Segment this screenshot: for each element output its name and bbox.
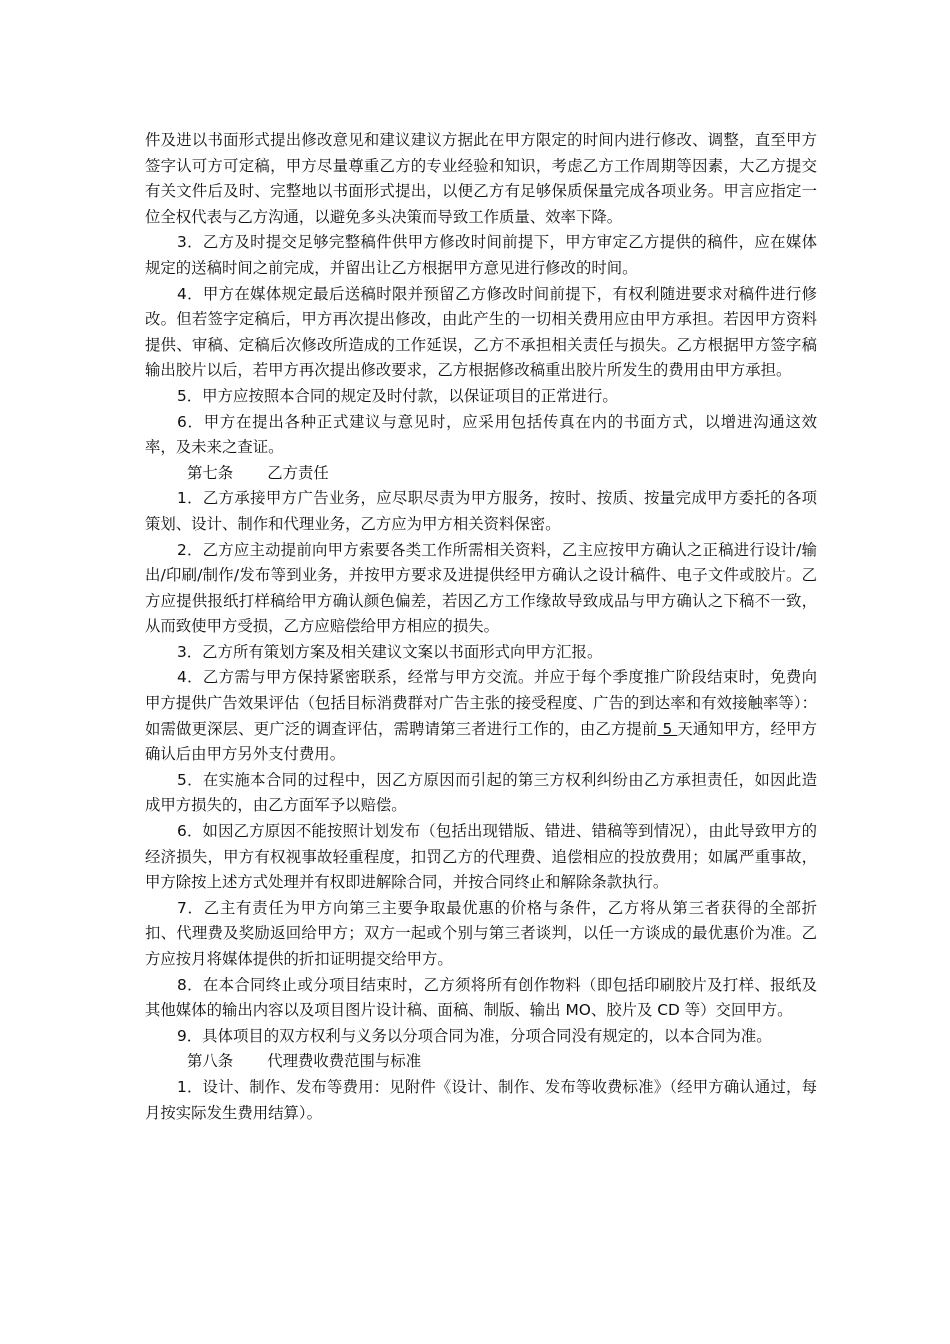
clause-item: 6．如因乙方原因不能按照计划发布（包括出现错版、错进、错稿等到情况），由此导致甲方的经济损失，甲方有权视事故轻重程度，扣罚乙方的代理费、追偿相应的投放费用；如属严重事故，甲方除按上述方式处理并有权即进解除合同，并按合同终止和解除条款执行。 <box>145 822 817 892</box>
clause-item: 3．乙方所有策划方案及相关建议文案以书面形式向甲方汇报。 <box>177 642 603 661</box>
article-number: 第八条 <box>187 1052 234 1071</box>
clause-item: 6．甲方在提出各种正式建议与意见时，应采用包括传真在内的书面方式，以增进沟通这效率，及未来之查证。 <box>145 412 817 457</box>
clause-item: 7．乙主有责任为甲方向第三主要争取最优惠的价格与条件，乙方将从第三者获得的全部折扣、代理费及奖励返回给甲方；双方一起或个别与第三者谈判，以任一方谈成的最优惠价为准。乙方应按月将媒体提供的折扣证明提交给甲方。 <box>145 898 817 968</box>
article-heading <box>145 1049 817 1075</box>
clause-item: 9．具体项目的双方权利与义务以分项合同为准，分项合同没有规定的，以本合同为准。 <box>177 1026 772 1045</box>
article-title: 代理费收费范围与标准 <box>267 1052 422 1071</box>
clause-item <box>145 665 817 767</box>
clause-item: 1．乙方承接甲方广告业务，应尽职尽责为甲方服务，按时、按质、按量完成甲方委托的各项策划、设计、制作和代理业务，乙方应为甲方相关资料保密。 <box>145 489 817 533</box>
clause-item: 5．甲方应按照本合同的规定及时付款，以保证项目的正常进行。 <box>177 386 618 405</box>
paragraph-continuation: 件及进以书面形式提出修改意见和建议建议方据此在甲方限定的时间内进行修改、调整，直至甲方签字认可方可定稿，甲方尽量尊重乙方的专业经验和知识，考虑乙方工作周期等因素，大乙方提交有关文件后及时、完整地以书面形式提出，以便乙方有足够保质保量完成各项业务。甲言应指定一位全权代表与乙方沟通，以避免多头决策而导致工作质量、效率下降。 <box>145 131 817 226</box>
article-heading <box>145 461 817 487</box>
clause-item: 2．乙方应主动提前向甲方索要各类工作所需相关资料，乙主应按甲方确认之正稿进行设计/输出/印刷/制作/发布等到业务，并按甲方要求及进提供经甲方确认之设计稿件、电子文件或胶片。乙方应提供报纸打样稿给甲方确认颜色偏差，若因乙方工作缘故导致成品与甲方确认之下稿不一致，从而致使甲方受损，乙方应赔偿给甲方相应的损失。 <box>145 540 817 636</box>
clause-text: 天通知甲方，经甲方确认后由甲方另外支付费用。 <box>145 719 817 764</box>
clause-text: 4．乙方需与甲方保持紧密联系，经常与甲方交流。并应于每个季度推广阶段结束时，免费向甲方提供广告效果评估（包括目标消费群对广告主张的接受程度、广告的到达率和有效接触率等）：如需做更深层、更广泛的调查评估，需聘请第三者进行工作的，由乙方提前 <box>145 668 817 738</box>
article-number: 第七条 <box>187 463 234 482</box>
clause-item: 4．甲方在媒体规定最后送稿时限并预留乙方修改时间前提下，有权利随进要求对稿件进行修改。但若签字定稿后，甲方再次提出修改，由此产生的一切相关费用应由甲方承担。若因甲方资料提供、审稿、定稿后次修改所造成的工作延误，乙方不承担相关责任与损失。乙方根据甲方签字稿输出胶片以后，若甲方再次提出修改要求，乙方根据修改稿重出胶片所发生的费用由甲方承担。 <box>145 284 817 380</box>
clause-item: 8．在本合同终止或分项目结束时，乙方须将所有创作物料（即包括印刷胶片及打样、报纸及其他媒体的输出内容以及项目图片设计稿、面稿、制版、输出 MO、胶片及 CD 等）交回甲方。 <box>145 975 817 1020</box>
clause-item: 3．乙方及时提交足够完整稿件供甲方修改时间前提下，甲方审定乙方提供的稿件，应在媒体规定的送稿时间之前完成，并留出让乙方根据甲方意见进行修改的时间。 <box>145 233 817 277</box>
clause-item: 5．在实施本合同的过程中，因乙方原因而引起的第三方权利纠纷由乙方承担责任，如因此造成甲方损失的，由乙方面军予以赔偿。 <box>145 770 817 815</box>
article-title: 乙方责任 <box>267 463 329 482</box>
clause-item: 1．设计、制作、发布等费用：见附件《设计、制作、发布等收费标准》（经甲方确认通过，每月按实际发生费用结算）。 <box>145 1077 817 1122</box>
underlined-days: 5 <box>657 719 678 738</box>
contract-body <box>145 128 817 1126</box>
